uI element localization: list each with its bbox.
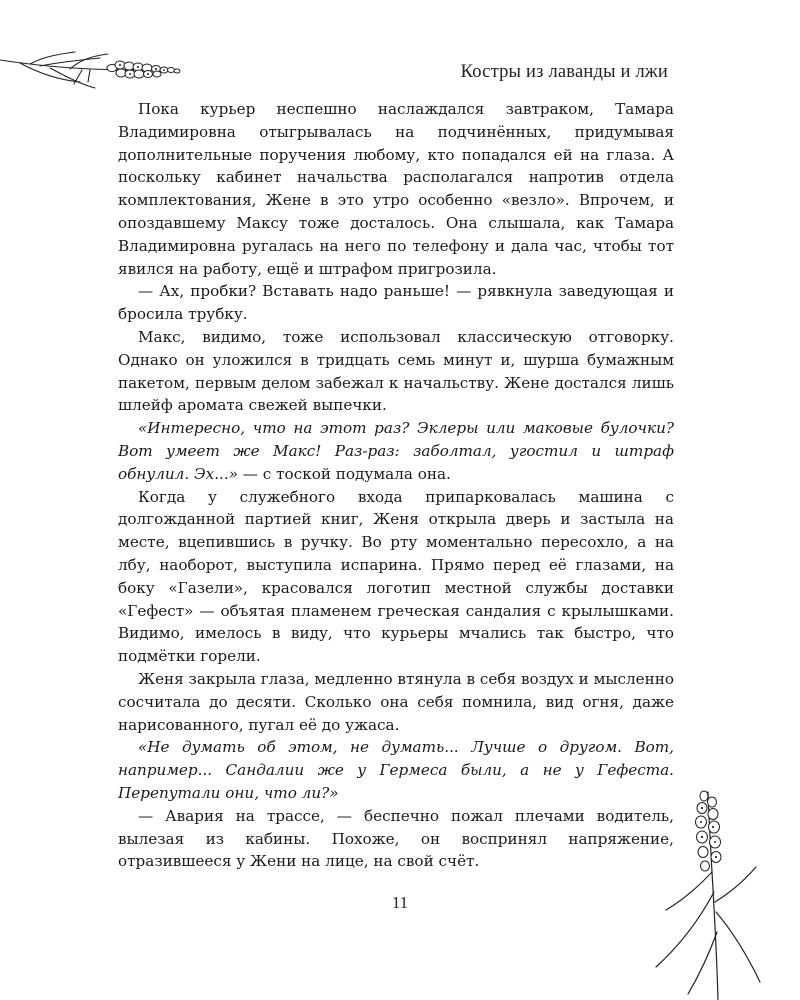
paragraph: Макс, видимо, тоже использовал классическую отговорку. Однако он уложился в тридцать семь минут и, шурша бумажным пакетом, первым делом забежал к начальству. Жене достался лишь шлейф аромата свежей выпечки.: [118, 327, 674, 415]
paragraph: Женя закрыла глаза, медленно втянула в себя воздух и мысленно сосчитала до десяти. Сколько она себя помнила, вид огня, даже нарисованного, пугал её до ужаса.: [118, 669, 674, 734]
paragraph-inner-monologue: [118, 417, 674, 485]
body-text: [118, 98, 674, 873]
inner-monologue-text: «Интересно, что на этот раз? Эклеры или маковые булочки? Вот умеет же Макс! Раз-раз: заболтал, угостил и штраф обнулил. Эх...»: [118, 419, 674, 483]
paragraph: Пока курьер неспешно наслаждался завтраком, Тамара Владимировна отыгрывалась на подчинённых, придумывая дополнительные поручения любому, кто попадался ей на глаза. А поскольку кабинет начальства располагался напротив отдела комплектования, Жене в это утро особенно «везло». Впрочем, и опоздавшему Максу тоже досталось. Она слышала, как Тамара Владимировна ругалась на него по телефону и дала час, чтобы тот явился на работу, ещё и штрафом пригрозила.: [118, 100, 674, 278]
paragraph: — Авария на трассе, — беспечно пожал плечами водитель, вылезая из кабины. Похоже, он воспринял напряжение, отразившееся у Жени на лице, на свой счёт.: [118, 806, 674, 871]
paragraph-tail: — с тоской подумала она.: [237, 464, 451, 483]
paragraph: Когда у служебного входа припарковалась машина с долгожданной партией книг, Женя открыла дверь и застыла на месте, вцепившись в ручку. Во рту моментально пересохло, а на лбу, наоборот, выступила испарина. Прямо перед её глазами, на боку «Газели», красовался логотип местной службы доставки «Гефест» — объятая пламенем греческая сандалия с крылышками. Видимо, имелось в виду, что курьеры мчались так быстро, что подмётки горели.: [118, 487, 674, 666]
running-title: Костры из лаванды и лжи: [460, 62, 668, 82]
paragraph-inner-monologue: «Не думать об этом, не думать... Лучше о другом. Вот, например... Сандалии же у Гермеса были, а не у Гефеста. Перепутали они, что ли?»: [118, 738, 674, 802]
page-number: 11: [391, 893, 409, 912]
lavender-stem-icon: [638, 782, 768, 1000]
lavender-sprig-icon: [0, 48, 200, 98]
paragraph: — Ах, пробки? Вставать надо раньше! — рявкнула заведующая и бросила трубку.: [118, 282, 674, 324]
